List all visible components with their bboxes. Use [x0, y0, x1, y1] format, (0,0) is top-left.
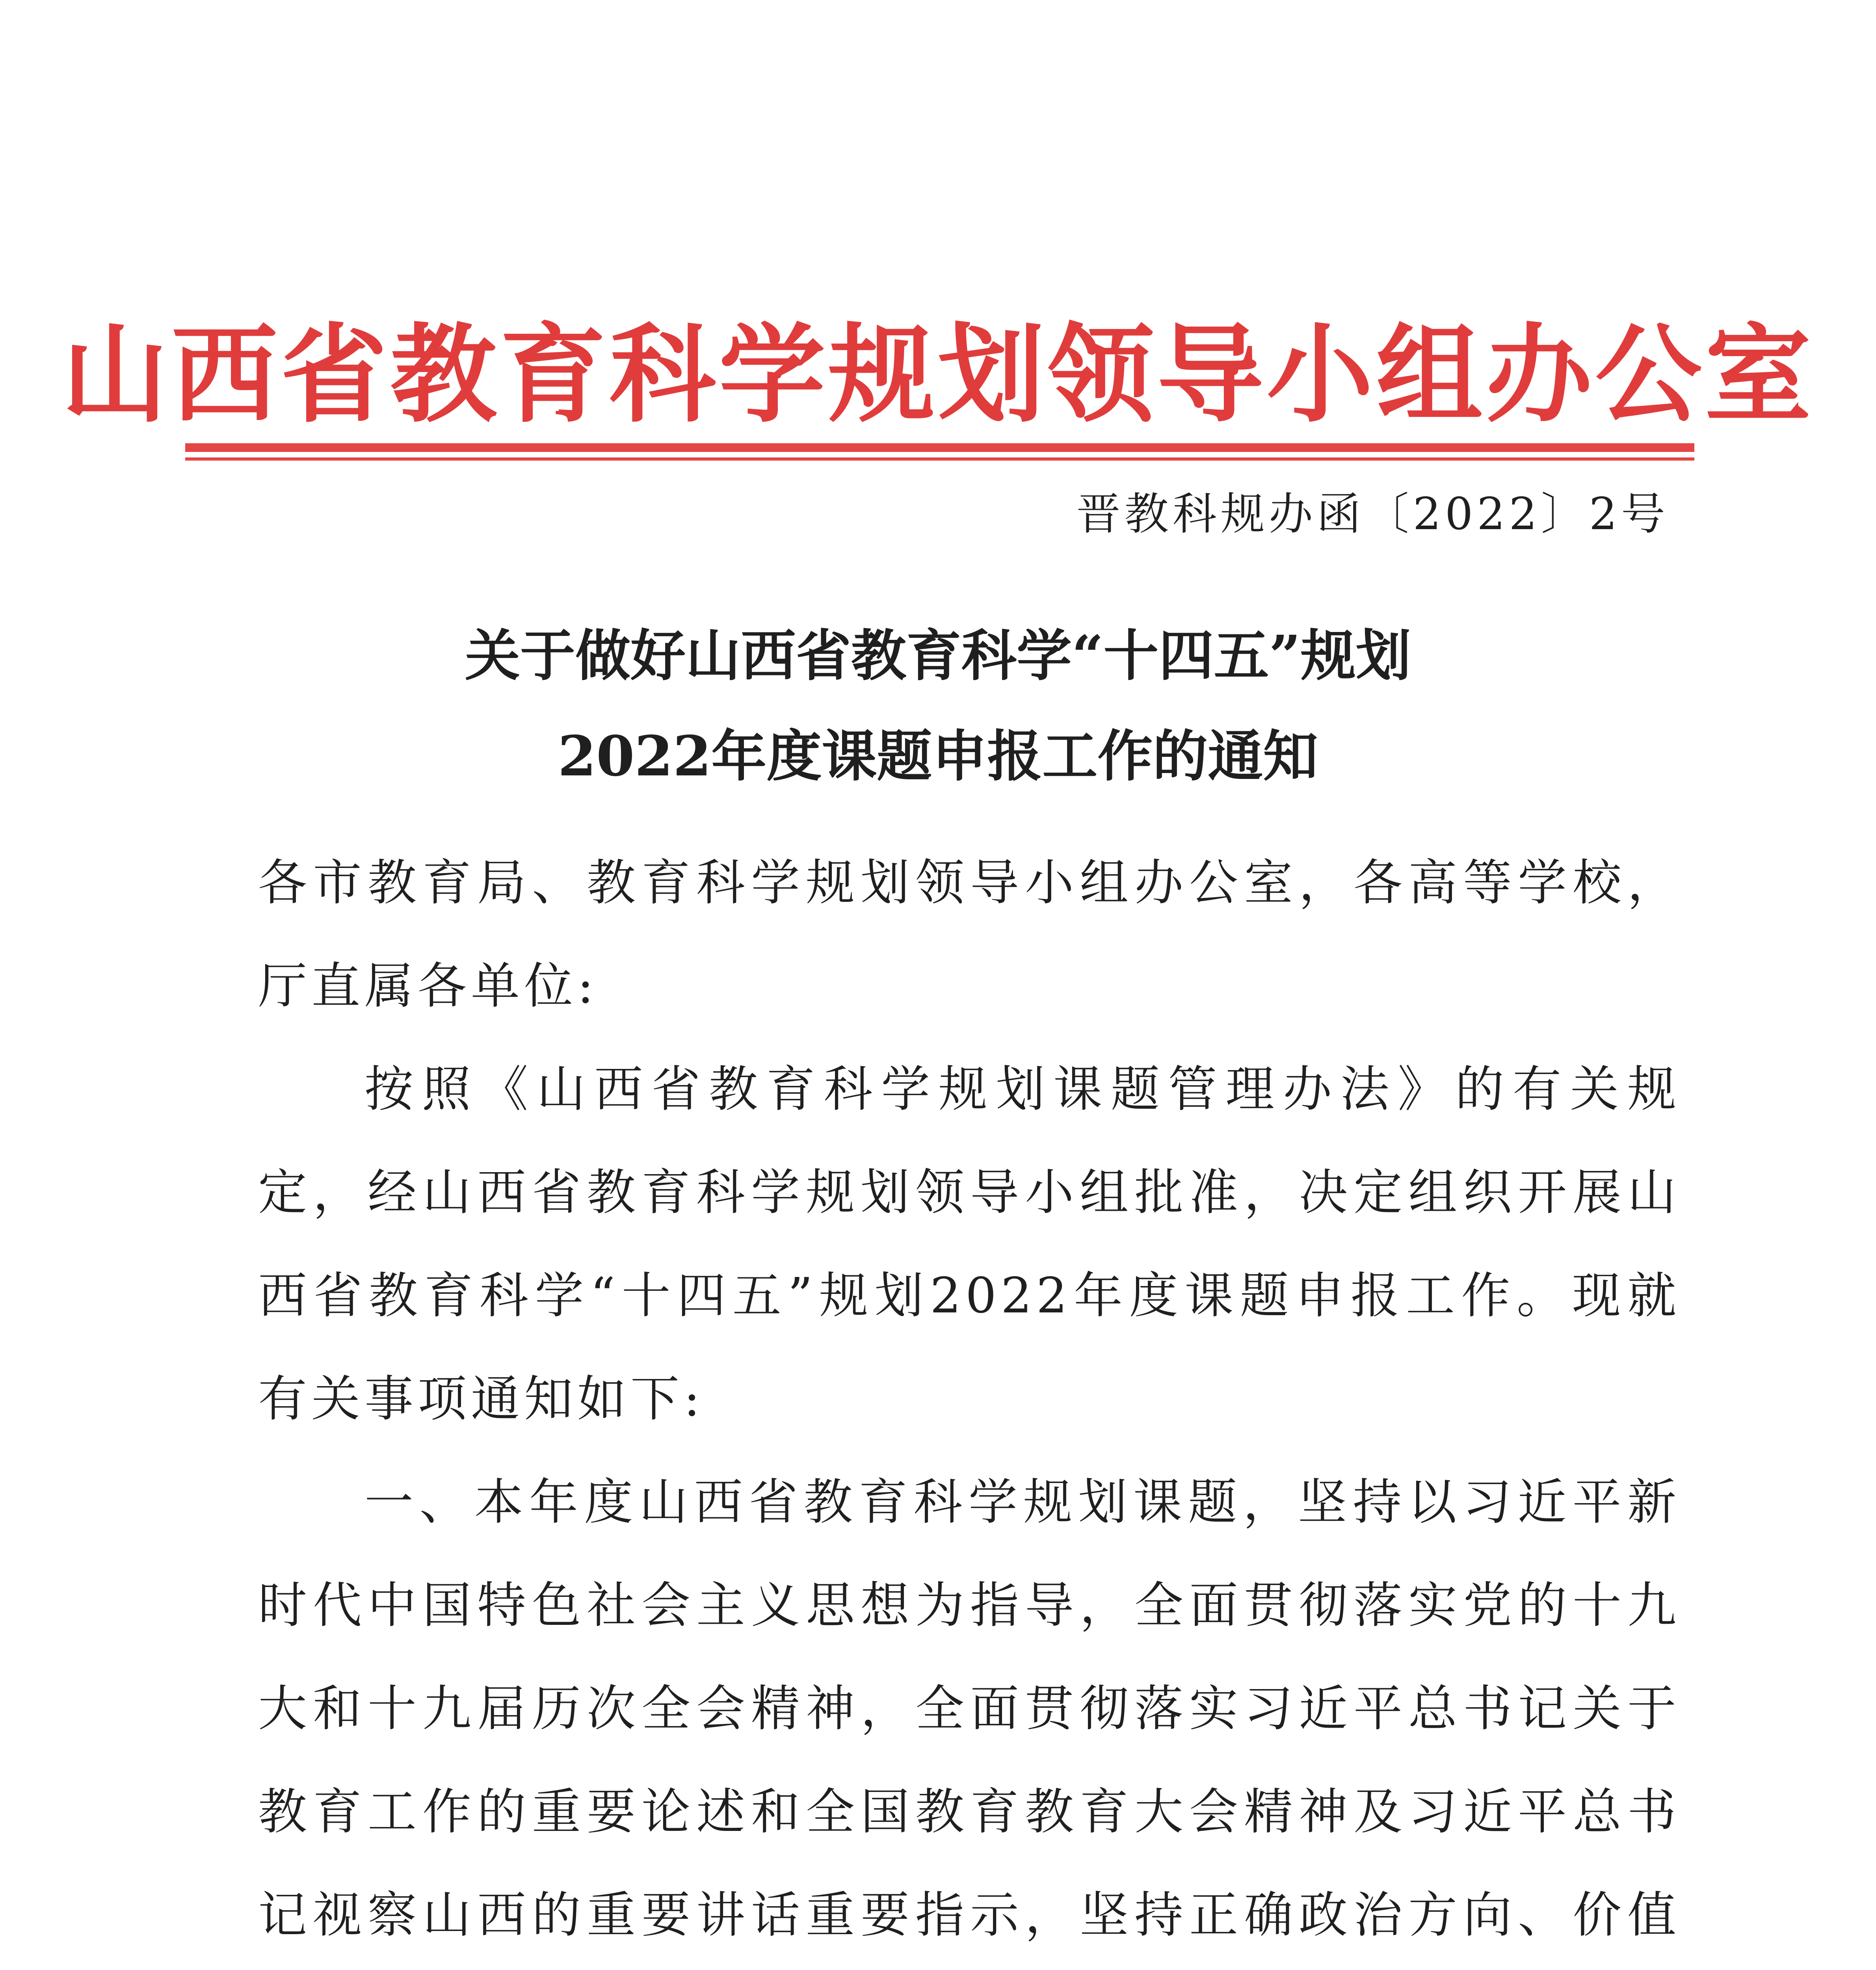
rule-thin-line	[185, 457, 1694, 461]
body-paragraph-1: 按照《山西省教育科学规划课题管理办法》的有关规定，经山西省教育科学规划领导小组批准，决定组织开展山西省教育科学“十四五”规划2022年度课题申报工作。现就有关事项通知如下:	[258, 1061, 1681, 1427]
notice-title-line-2: 2022年度课题申报工作的通知	[558, 724, 1318, 789]
salutation: 各市教育局、教育科学规划领导小组办公室，各高等学校，厅直属各单位:	[258, 855, 1681, 1015]
rule-thick-line	[185, 443, 1694, 452]
body-paragraph-2: 一、本年度山西省教育科学规划课题，坚持以习近平新时代中国特色社会主义思想为指导，全面贯彻落实党的十九大和十九届历次全会精神，全面贯彻落实习近平总书记关于教育工作的重要论述和全国教育教育大会精神及习近平总书记视察山西的重要讲话重要指示，坚持正确政治方向、价值	[258, 1474, 1681, 1944]
red-header-rule	[185, 443, 1694, 461]
notice-body	[258, 831, 1681, 1970]
document-number: 晋教科规办函〔2022〕2号	[1076, 489, 1669, 540]
notice-title-line-1: 关于做好山西省教育科学“十四五”规划	[465, 624, 1411, 688]
issuing-office-header: 山西省教育科学规划领导小组办公室	[61, 312, 1815, 437]
